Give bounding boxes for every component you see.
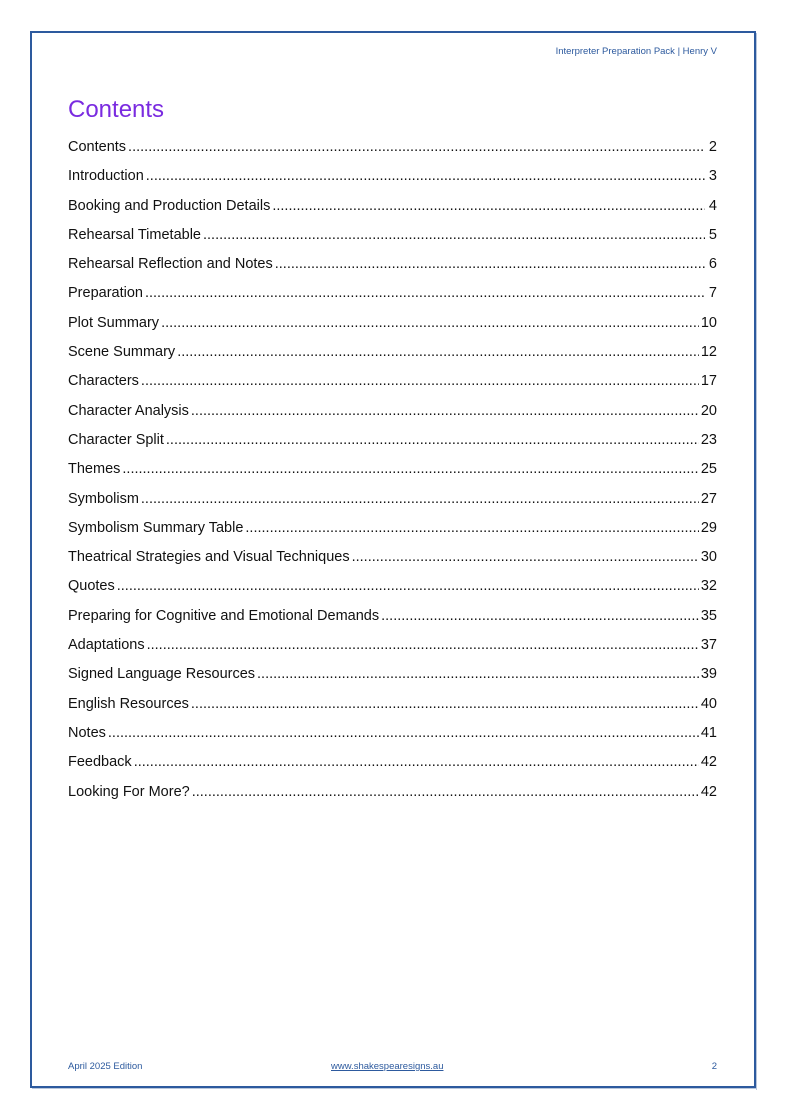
toc-entry-label: Symbolism Summary Table: [68, 519, 244, 536]
running-header: Interpreter Preparation Pack | Henry V: [555, 46, 717, 57]
toc-entry[interactable]: [68, 608, 717, 637]
toc-entry-page-number: 37: [700, 637, 717, 654]
toc-entry[interactable]: [68, 461, 717, 490]
toc-dot-leader: [192, 784, 699, 800]
toc-entry-page-number: 4: [708, 197, 717, 214]
toc-dot-leader: [161, 315, 699, 331]
toc-dot-leader: [381, 608, 699, 624]
toc-dot-leader: [117, 578, 699, 594]
footer-edition: April 2025 Edition: [68, 1061, 143, 1072]
toc-entry[interactable]: [68, 285, 717, 314]
toc-entry[interactable]: [68, 403, 717, 432]
toc-entry-page-number: 3: [708, 168, 717, 185]
toc-entry[interactable]: [68, 578, 717, 607]
page-border-shadow-right: [756, 33, 757, 1090]
toc-dot-leader: [128, 139, 705, 155]
toc-dot-leader: [191, 696, 699, 712]
toc-entry[interactable]: [68, 696, 717, 725]
toc-dot-leader: [275, 256, 705, 272]
toc-entry-page-number: 25: [700, 461, 717, 478]
toc-entry[interactable]: [68, 666, 717, 695]
toc-entry-page-number: 39: [700, 666, 717, 683]
toc-entry-label: Character Split: [68, 431, 164, 448]
toc-entry-label: Themes: [68, 461, 121, 478]
toc-entry-page-number: 2: [708, 139, 717, 155]
toc-entry-label: Characters: [68, 373, 139, 390]
toc-dot-leader: [145, 285, 705, 301]
toc-dot-leader: [166, 432, 699, 448]
toc-entry[interactable]: [68, 256, 717, 285]
page-border-shadow-bottom: [32, 1088, 757, 1089]
toc-entry-label: Quotes: [68, 578, 115, 595]
toc-entry-page-number: 30: [700, 549, 717, 566]
toc-entry[interactable]: [68, 754, 717, 783]
toc-entry-label: Scene Summary: [68, 344, 176, 361]
toc-entry-page-number: 5: [708, 226, 717, 243]
toc-entry-label: Theatrical Strategies and Visual Techniques: [68, 549, 350, 566]
toc-dot-leader: [245, 520, 698, 536]
toc-dot-leader: [191, 403, 699, 419]
toc-entry[interactable]: [68, 637, 717, 666]
toc-entry-page-number: 42: [700, 754, 717, 771]
toc-dot-leader: [352, 549, 699, 565]
toc-entry-label: Plot Summary: [68, 314, 160, 331]
toc-dot-leader: [134, 754, 699, 770]
toc-dot-leader: [177, 344, 699, 360]
toc-entry-page-number: 10: [700, 314, 717, 331]
toc-dot-leader: [122, 461, 698, 477]
toc-dot-leader: [272, 198, 705, 214]
toc-entry-label: English Resources: [68, 695, 189, 712]
toc-entry[interactable]: [68, 725, 717, 754]
toc-entry-page-number: 20: [700, 402, 717, 419]
footer-page-number: 2: [711, 1061, 717, 1072]
toc-entry-label: Rehearsal Reflection and Notes: [68, 256, 273, 273]
toc-dot-leader: [141, 373, 699, 389]
toc-entry[interactable]: [68, 139, 717, 168]
toc-entry[interactable]: [68, 784, 717, 813]
toc-entry-label: Booking and Production Details: [68, 197, 271, 214]
toc-dot-leader: [147, 637, 699, 653]
toc-entry-label: Symbolism: [68, 490, 139, 507]
toc-dot-leader: [146, 168, 705, 184]
toc-entry[interactable]: [68, 432, 717, 461]
toc-entry[interactable]: [68, 344, 717, 373]
toc-entry-label: Looking For More?: [68, 783, 190, 800]
toc-entry[interactable]: [68, 549, 717, 578]
toc-entry-label: Introduction: [68, 168, 144, 185]
toc-entry[interactable]: [68, 168, 717, 197]
toc-entry-page-number: 6: [708, 256, 717, 273]
toc-entry-label: Feedback: [68, 754, 132, 771]
toc-entry[interactable]: [68, 491, 717, 520]
toc-dot-leader: [203, 227, 705, 243]
toc-entry-page-number: 41: [700, 724, 717, 741]
toc-entry[interactable]: [68, 227, 717, 256]
toc-entry[interactable]: [68, 520, 717, 549]
toc-entry-page-number: 42: [700, 783, 717, 800]
toc-dot-leader: [108, 725, 699, 741]
toc-entry-page-number: 35: [700, 607, 717, 624]
toc-entry[interactable]: [68, 198, 717, 227]
toc-entry[interactable]: [68, 373, 717, 402]
table-of-contents: [68, 139, 717, 813]
toc-dot-leader: [257, 666, 699, 682]
toc-entry-label: Notes: [68, 724, 106, 741]
toc-entry-page-number: 32: [700, 578, 717, 595]
toc-dot-leader: [141, 491, 699, 507]
toc-entry-label: Adaptations: [68, 637, 145, 654]
toc-entry-label: Character Analysis: [68, 402, 189, 419]
toc-entry-label: Preparing for Cognitive and Emotional Demands: [68, 607, 380, 624]
toc-entry-page-number: 12: [700, 344, 717, 361]
toc-entry-label: Preparation: [68, 285, 143, 302]
toc-entry-page-number: 23: [700, 431, 717, 448]
toc-entry[interactable]: [68, 315, 717, 344]
toc-entry-label: Signed Language Resources: [68, 666, 256, 683]
toc-entry-page-number: 40: [700, 695, 717, 712]
toc-entry-label: Rehearsal Timetable: [68, 226, 201, 243]
toc-entry-page-number: 27: [700, 490, 717, 507]
page-title: Contents: [68, 96, 165, 123]
toc-entry-page-number: 29: [700, 519, 717, 536]
toc-entry-page-number: 7: [708, 285, 717, 302]
toc-entry-page-number: 17: [700, 373, 717, 390]
toc-entry-label: Contents: [68, 139, 127, 155]
footer-website-link[interactable]: www.shakespearesigns.au: [331, 1061, 444, 1072]
